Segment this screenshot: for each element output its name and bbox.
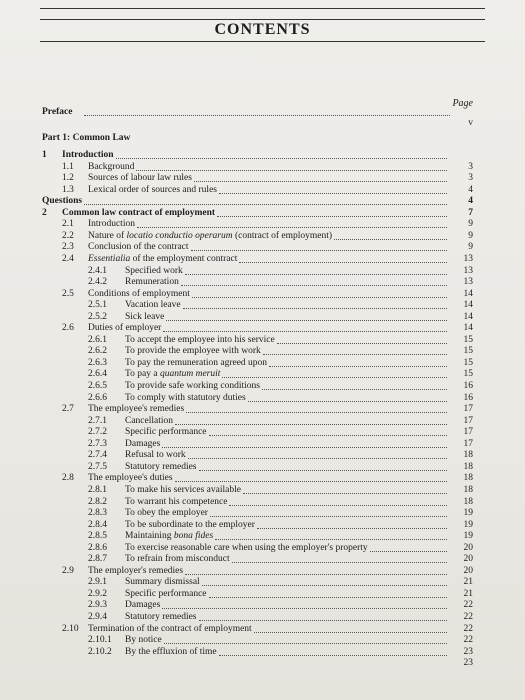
toc-entry [0, 196, 525, 207]
toc-entry [0, 404, 525, 415]
toc-entry [0, 497, 525, 508]
toc-entry-title: To be subordinate to the employer [125, 519, 255, 530]
toc-entry [0, 346, 525, 357]
toc-entry-number: 2.6.1 [88, 334, 107, 345]
toc-entry-number: 2.9 [62, 565, 74, 576]
toc-entry-number: 2.7.1 [88, 415, 107, 426]
toc-entry-number: 2.4 [62, 253, 74, 264]
toc-entry [0, 219, 525, 230]
toc-entry [0, 266, 525, 277]
dot-leader [257, 520, 447, 529]
dot-leader [248, 393, 447, 402]
toc-entry [0, 369, 525, 380]
toc-entry-page: 13 [463, 277, 473, 288]
toc-entry-page: 14 [463, 323, 473, 334]
toc-entry-page: 14 [463, 311, 473, 322]
page-column-label: Page [452, 98, 473, 109]
dot-leader [162, 439, 447, 448]
toc-entry-title: Specific performance [125, 588, 207, 599]
toc-entry-page: 15 [463, 357, 473, 368]
toc-entry [0, 612, 525, 623]
toc-entry-title: To make his services available [125, 484, 241, 495]
dot-leader [166, 312, 447, 321]
dot-leader [263, 346, 447, 355]
toc-entry-title: Refusal to work [125, 450, 186, 461]
toc-entry [0, 150, 525, 161]
dot-leader [186, 404, 447, 413]
dot-leader [222, 369, 447, 378]
toc-entry-number: 2.10 [62, 623, 79, 634]
toc-entry [0, 300, 525, 311]
dot-leader [269, 358, 447, 367]
toc-entry-page: 17 [463, 438, 473, 449]
toc-entry-number: 2.4.2 [88, 277, 107, 288]
dot-leader [199, 612, 448, 621]
toc-entry-number: 2.8.1 [88, 484, 107, 495]
toc-entry-title: Introduction [62, 150, 114, 160]
toc-entry [0, 450, 525, 461]
dot-leader [229, 497, 447, 506]
toc-entry-page: 3 [468, 161, 473, 172]
dot-leader [254, 624, 447, 633]
toc-entry-title: By notice [125, 635, 162, 646]
toc-entry [0, 416, 525, 427]
dot-leader [239, 254, 447, 263]
toc-entry-number: 2.10.2 [88, 646, 112, 657]
toc-entry-page: 17 [463, 404, 473, 415]
toc-entry-number: 2.7.4 [88, 450, 107, 461]
toc-entry-number: 1.2 [62, 173, 74, 184]
dot-leader [175, 416, 447, 425]
toc-entry-title: Statutory remedies [125, 612, 197, 622]
toc-entry [0, 323, 525, 334]
toc-entry-title: Remuneration [125, 277, 179, 288]
dot-leader [84, 196, 447, 205]
dot-leader [162, 600, 447, 609]
toc-entry-title: By the effluxion of time [125, 646, 217, 657]
toc-entry-page: 21 [463, 588, 473, 599]
dot-leader [136, 162, 447, 171]
toc-entry-number: 2.3 [62, 242, 74, 253]
toc-entry [0, 566, 525, 577]
toc-entry-page: 16 [463, 381, 473, 391]
toc-entry-title: To pay a quantum meruit [125, 369, 221, 380]
heading-bottom-rule [40, 41, 485, 42]
toc-entry-number: 2 [42, 207, 47, 218]
toc-entry-title: To pay the remuneration agreed upon [125, 357, 268, 368]
toc-entry [0, 381, 525, 392]
toc-entry-number: 2.8.4 [88, 519, 107, 530]
dot-leader [262, 381, 447, 390]
toc-entry-title: To accept the employee into his service [125, 334, 275, 345]
toc-entry-title: Damages [125, 438, 161, 449]
toc-entry-title: To provide the employee with work [125, 346, 261, 357]
toc-entry-number: 2.8.5 [88, 531, 107, 542]
toc-entry-title: Common law contract of employment [62, 207, 216, 218]
toc-entry-page: 19 [463, 519, 473, 530]
toc-entry-title: Specified work [125, 265, 183, 276]
toc-entry-title: Cancellation [125, 415, 174, 426]
toc-entry-number: 2.5.1 [88, 300, 107, 311]
dot-leader [232, 554, 447, 563]
toc-entry-page: 15 [463, 334, 473, 345]
dot-leader [370, 543, 447, 552]
toc-entry [0, 335, 525, 346]
toc-entry-title: Conditions of employment [88, 288, 190, 299]
toc-entry-number: 1 [42, 150, 47, 160]
toc-entry [0, 312, 525, 323]
dot-leader [188, 450, 447, 459]
toc-entry-number: 2.8.6 [88, 542, 107, 553]
top-rule [40, 8, 485, 9]
toc-entry-number: 2.8 [62, 473, 74, 484]
toc-entry [0, 185, 525, 196]
dot-leader [194, 173, 447, 182]
toc-entry-number: 2.6.2 [88, 346, 107, 357]
toc-entry-title: Sick leave [125, 311, 165, 322]
toc-entry-title: Essentialia of the employment contract [88, 253, 238, 264]
toc-entry-number: 2.8.2 [88, 496, 107, 507]
toc-entry [0, 589, 525, 600]
toc-entry-page: 19 [463, 531, 473, 542]
dot-leader [219, 185, 447, 194]
dot-leader [191, 242, 447, 251]
toc-entry-page: 20 [463, 554, 473, 565]
toc-entry [0, 600, 525, 611]
toc-entry-page: 4 [468, 196, 473, 207]
toc-entry [0, 485, 525, 496]
toc-entry-title: To warrant his competence [125, 496, 228, 507]
toc-entry-title: Conclusion of the contract [88, 242, 189, 253]
dot-leader [202, 577, 447, 586]
toc-entry-title: Specific performance [125, 427, 207, 438]
toc-entry [0, 508, 525, 519]
toc-entry-title: The employee's duties [88, 473, 173, 484]
toc-entry-title: Duties of employer [88, 323, 162, 334]
dot-leader [185, 266, 447, 275]
toc-entry-number: 1.3 [62, 184, 74, 195]
dot-leader [199, 462, 448, 471]
dot-leader [137, 219, 447, 228]
toc-entry [0, 439, 525, 450]
toc-entry-page: 17 [463, 427, 473, 438]
dot-leader [116, 150, 447, 159]
toc-entry [0, 473, 525, 484]
toc-entry-page: 9 [468, 219, 473, 230]
toc-entry-number: 2.8.7 [88, 554, 107, 565]
toc-entry [0, 358, 525, 369]
toc-entry-page: 20 [463, 542, 473, 553]
toc-entry [0, 162, 525, 173]
dot-leader [183, 300, 447, 309]
dot-leader [209, 589, 448, 598]
dot-leader [210, 508, 447, 517]
toc-entry-page: 18 [463, 450, 473, 461]
toc-entry-number: 2.7.3 [88, 438, 107, 449]
toc-entry-number: 2.4.1 [88, 265, 107, 276]
toc-entry-number: 2.7 [62, 404, 74, 415]
toc-entry [0, 658, 525, 669]
toc-entry-number: 2.10.1 [88, 635, 112, 646]
toc-entry-page: 22 [463, 612, 473, 622]
toc-entry-page: 14 [463, 300, 473, 311]
toc-entry-title: To comply with statutory duties [125, 392, 246, 403]
toc-entry-title: Statutory remedies [125, 461, 197, 472]
preface-label: Preface [42, 107, 73, 117]
toc-entry-title: To obey the employer [125, 508, 208, 519]
dot-leader [185, 566, 447, 575]
toc-entry-number: 2.2 [62, 230, 74, 241]
toc-entry [0, 520, 525, 531]
toc-entry-title: Sources of labour law rules [88, 173, 192, 184]
toc-entry-page: 23 [463, 658, 473, 669]
toc-entry [0, 277, 525, 288]
toc-entry [0, 624, 525, 635]
toc-entry [0, 242, 525, 253]
toc-entry-page: 15 [463, 346, 473, 357]
toc-entry [0, 231, 525, 242]
toc-entry-page: 21 [463, 577, 473, 588]
toc-entry-page: 13 [463, 253, 473, 264]
toc-entry-number: 1.1 [62, 161, 74, 172]
toc-entry-page: 18 [463, 461, 473, 472]
dot-leader [84, 107, 450, 116]
toc-entry-number: 2.9.2 [88, 588, 107, 599]
toc-entry [0, 543, 525, 554]
dot-leader [209, 427, 448, 436]
toc-entry-page: 18 [463, 484, 473, 495]
toc-entry [0, 393, 525, 404]
toc-entry-page: 22 [463, 600, 473, 611]
toc-entry-title: Background [88, 161, 135, 172]
toc-entry-page: 9 [468, 230, 473, 241]
dot-leader [215, 531, 447, 540]
toc-entry-number: 2.6.6 [88, 392, 107, 403]
toc-entry-page: 23 [463, 646, 473, 657]
toc-entry-title: To provide safe working conditions [125, 381, 260, 391]
toc-entry-page: 7 [468, 207, 473, 218]
toc-entry-page: 3 [468, 173, 473, 184]
toc-entry-number: 2.5 [62, 288, 74, 299]
toc-entry-number: 2.5.2 [88, 311, 107, 322]
toc-entry-number: 2.6.4 [88, 369, 107, 380]
heading-top-rule [40, 19, 485, 20]
toc-entry [0, 208, 525, 219]
toc-entry-page: 16 [463, 392, 473, 403]
toc-entry-title: The employer's remedies [88, 565, 184, 576]
toc-entry-number: 2.9.3 [88, 600, 107, 611]
toc-entry-page: 18 [463, 473, 473, 484]
toc-entry [0, 462, 525, 473]
toc-entry [0, 554, 525, 565]
toc-entry-page: 4 [468, 184, 473, 195]
toc-entry-number: 2.7.5 [88, 461, 107, 472]
dot-leader [163, 323, 447, 332]
toc-entry-number: 2.9.4 [88, 612, 107, 622]
dot-leader [192, 289, 447, 298]
toc-entry-title: Maintaining bona fides [125, 531, 214, 542]
toc-entry-title: Summary dismissal [125, 577, 200, 588]
toc-entry-page: 14 [463, 288, 473, 299]
toc-entry-number: 2.6.5 [88, 381, 107, 391]
toc-entry-number: 2.1 [62, 219, 74, 230]
toc-entry [0, 289, 525, 300]
dot-leader [277, 335, 447, 344]
toc-entry [0, 635, 525, 646]
toc-entry [0, 531, 525, 542]
toc-entry-title: The employee's remedies [88, 404, 185, 415]
toc-preface [0, 107, 525, 128]
toc-entry-title: Lexical order of sources and rules [88, 184, 217, 195]
toc-entry-page: 22 [463, 635, 473, 646]
dot-leader [243, 485, 447, 494]
toc-entry-page: 19 [463, 508, 473, 519]
toc-entry [0, 647, 525, 658]
toc-entry-title: Introduction [88, 219, 135, 230]
toc-entry-title: To exercise reasonable care when using the employer's property [125, 542, 368, 553]
toc-entry-page: 22 [463, 623, 473, 634]
toc-entry [0, 173, 525, 184]
toc-entry [0, 254, 525, 265]
toc-entry-title: Termination of the contract of employment [88, 623, 252, 634]
dot-leader [181, 277, 447, 286]
toc-entry-page: 18 [463, 496, 473, 507]
toc-entry [0, 577, 525, 588]
toc-entry [0, 427, 525, 438]
toc-entry-page: 9 [468, 242, 473, 253]
toc-entry-number: 2.7.2 [88, 427, 107, 438]
toc-entry-page: 13 [463, 265, 473, 276]
toc-entry-number: 2.6 [62, 323, 74, 334]
toc-entry-number: 2.9.1 [88, 577, 107, 588]
dot-leader [164, 635, 447, 644]
toc-entry-page: 17 [463, 415, 473, 426]
contents-heading: CONTENTS [214, 21, 311, 38]
dot-leader [219, 647, 447, 656]
toc-entry-number: 2.6.3 [88, 357, 107, 368]
toc-entry-title: Nature of locatio conductio operarum (contract of employment) [88, 230, 333, 241]
toc-entry-page: 20 [463, 565, 473, 576]
toc-entry-number: 2.8.3 [88, 508, 107, 519]
dot-leader [334, 231, 447, 240]
toc-entry-page: 15 [463, 369, 473, 380]
toc-entry-title: Questions [42, 196, 83, 207]
preface-page: v [468, 118, 473, 128]
toc-entry-title: Vacation leave [125, 300, 181, 311]
toc-entry-title: To refrain from misconduct [125, 554, 230, 565]
toc-part-heading [0, 133, 525, 144]
toc-entry-title: Damages [125, 600, 161, 611]
dot-leader [217, 208, 447, 217]
part-label: Part 1: Common Law [42, 133, 131, 143]
dot-leader [175, 473, 447, 482]
